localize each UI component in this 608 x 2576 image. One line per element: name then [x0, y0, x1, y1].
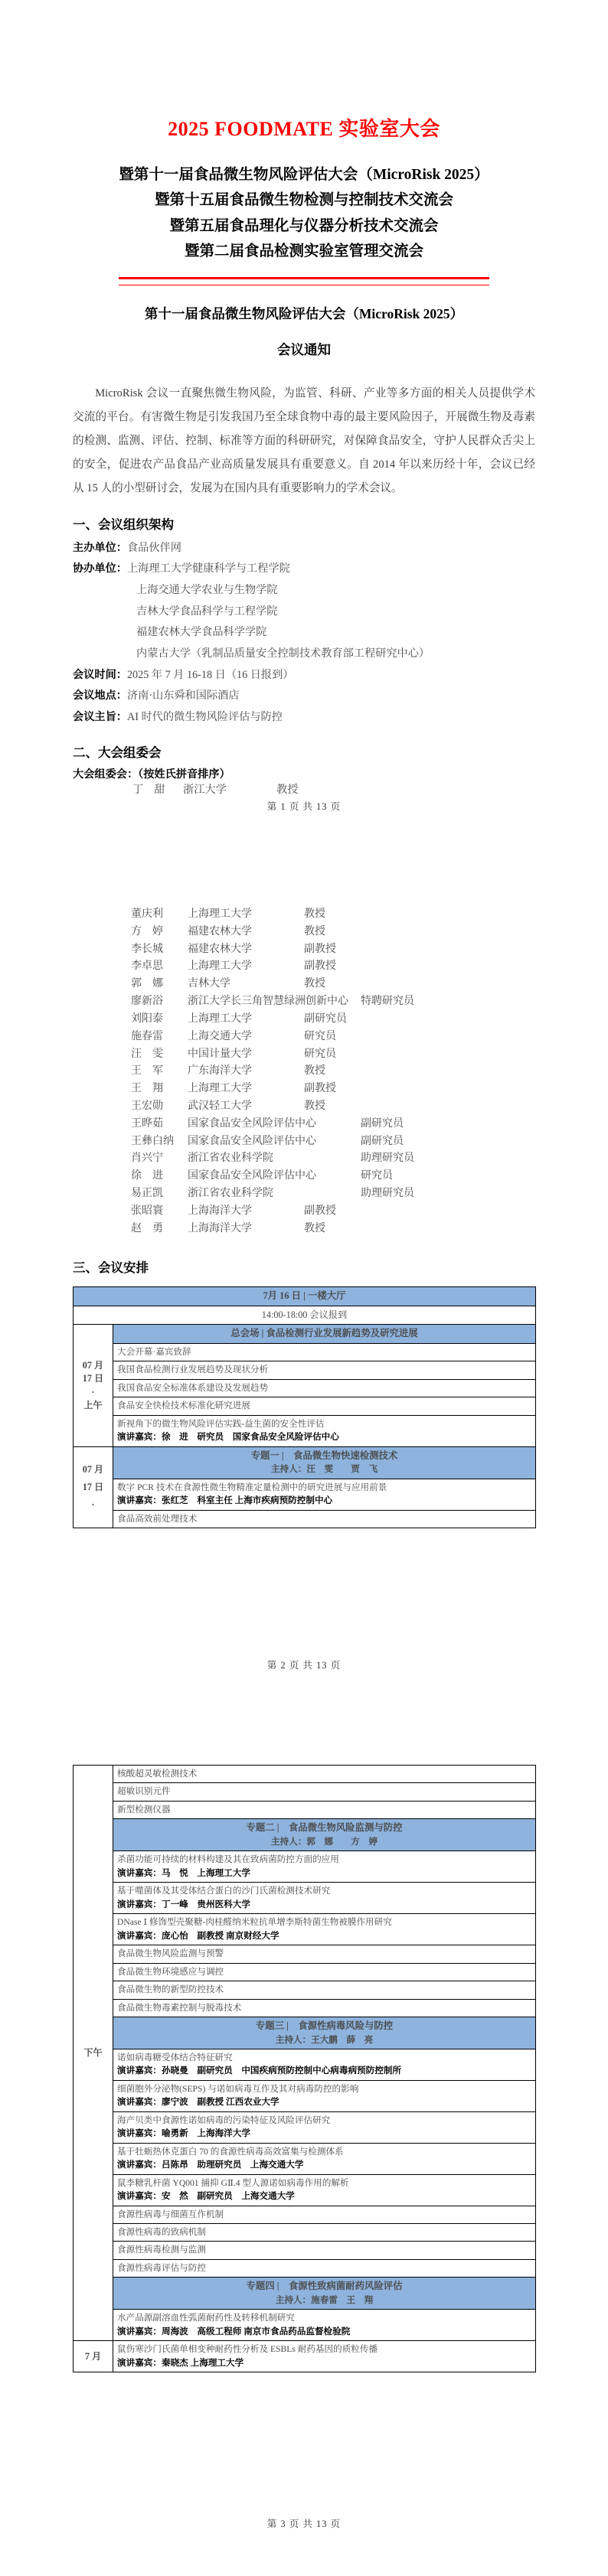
page-footer-3: 第 3 页 共 13 页 [266, 2519, 342, 2529]
member-org: 上海理工大学 [188, 908, 252, 920]
page-1 [0, 0, 608, 859]
session-cell [113, 2111, 536, 2143]
table-row [74, 2259, 536, 2277]
committee-member-row [73, 1150, 535, 1168]
day-label-cell-1 [74, 1325, 113, 1446]
day-banner-cell: 7月 16 日 | 一楼大厅 [74, 1287, 536, 1306]
member-title: 助理研究员 [361, 1153, 414, 1165]
session-topic: 食源性病毒与细菌互作机制 [117, 2209, 224, 2219]
table-row [74, 1801, 536, 1818]
committee-first-member [73, 781, 535, 799]
page-footer-1: 第 1 页 共 13 页 [266, 801, 342, 812]
session-topic: 食品微生物毒素控制与脱毒技术 [117, 2002, 242, 2013]
member-name: 张昭寰 [131, 1205, 163, 1217]
committee-member-row [73, 1133, 535, 1151]
day-label-line: 07 月 [82, 1359, 104, 1371]
member-name: 徐 进 [131, 1170, 163, 1182]
topic3-band-cell [113, 2017, 536, 2049]
member-name: 郭 娜 [131, 978, 163, 990]
session-topic: 食品微生物环境感应与调控 [117, 1966, 224, 1977]
day-label-line: 17 日 [82, 1373, 104, 1384]
session-topic: 鼠李糖乳杆菌 YQ001 捕抑 GⅡ.4 型人源诺如病毒作用的解析 [117, 2177, 349, 2188]
schedule-table-part-1 [73, 1286, 536, 1528]
table-row [74, 2143, 536, 2174]
day-label-line: 上午 [83, 1399, 103, 1410]
session-topic: 细菌胞外分泌物(SEPS) 与诺如病毒互作及其对病毒防控的影响 [117, 2083, 359, 2094]
table-row [74, 2278, 536, 2310]
table-row [74, 1361, 536, 1379]
session-topic: 食源性病毒的致病机制 [117, 2227, 206, 2237]
session-cell [113, 2206, 536, 2223]
session-speaker: 演讲嘉宾：安 然 副研究员 上海交通大学 [117, 2191, 295, 2202]
table-row [74, 1999, 536, 2017]
session-cell [113, 1914, 536, 1945]
member-title: 研究员 [361, 1170, 393, 1182]
session-topic: 海产贝类中食源性诺如病毒的污染特征及风险评估研究 [117, 2115, 331, 2125]
member-org: 上海理工大学 [188, 1012, 252, 1025]
session-cell [113, 1999, 536, 2017]
co-org-row [73, 559, 535, 580]
session-topic: 数字 PCR 技术在食源性微生物精准定量检测中的研究进展与应用前景 [117, 1482, 387, 1492]
day-label-line: 下午 [83, 2047, 103, 2058]
subtitle-group [73, 162, 535, 265]
host-org-label: 主办单位： [73, 541, 127, 554]
page-2 [0, 859, 608, 1717]
member-name: 方 婷 [131, 925, 163, 937]
table-row [74, 1963, 536, 1981]
member-name: 汪 雯 [131, 1048, 163, 1060]
session-cell [113, 1397, 536, 1415]
meeting-theme-label: 会议主旨： [73, 711, 127, 724]
session-cell [113, 1379, 536, 1397]
member-org: 吉林大学 [188, 978, 230, 990]
session-topic: 基于牡蛎热休克蛋白 70 的食源性病毒高效富集与检测体系 [117, 2146, 344, 2157]
meeting-place-row [73, 686, 535, 707]
committee-member-row [73, 993, 535, 1011]
section-heading-2: 二、大会组委会 [73, 745, 162, 760]
topic1-title: 专题一 | 食品微生物快速检测技术 [250, 1449, 398, 1461]
day-label-line: · [91, 1499, 95, 1510]
topic2-host: 主持人：郭 娜 方 婷 [270, 1836, 378, 1847]
member-name: 廖新浴 [131, 996, 163, 1008]
committee-member-row [73, 924, 535, 941]
member-org: 国家食品安全风险评估中心 [188, 1170, 316, 1182]
member-org: 上海海洋大学 [188, 1222, 252, 1234]
session-topic: 核酸超灵敏检测技术 [117, 1769, 198, 1779]
page-footer-2: 第 2 页 共 13 页 [266, 1660, 342, 1671]
table-row [74, 1325, 536, 1344]
member-org: 上海理工大学 [188, 1083, 252, 1095]
session-topic: 新视角下的微生物风险评估实践-益生菌的安全性评估 [117, 1418, 325, 1429]
table-row [74, 2310, 536, 2341]
table-row [74, 2111, 536, 2143]
section-heading-3: 三、会议安排 [73, 1260, 149, 1276]
committee-member-row [73, 1116, 535, 1133]
meeting-time-label: 会议时间： [73, 668, 127, 681]
member-org: 广东海洋大学 [188, 1065, 252, 1078]
session-speaker: 演讲嘉宾：张红芝 科室主任 上海市疾病预防控制中心 [117, 1495, 333, 1506]
member-title: 教授 [304, 1065, 325, 1078]
committee-member-row [73, 958, 535, 976]
topic4-band-cell [113, 2278, 536, 2310]
session-cell [113, 2143, 536, 2174]
subtitle-line-4: 暨第二届食品检测实验室管理交流会 [184, 243, 423, 260]
session-topic: 新型检测仪器 [117, 1804, 171, 1815]
session-cell [113, 2174, 536, 2206]
table-row [74, 1819, 536, 1851]
day-label-cell-4: 7 月 [74, 2341, 113, 2372]
member-title: 副教授 [304, 1083, 336, 1095]
table-row [74, 1306, 536, 1325]
session-topic: 食源性病毒评估与防控 [117, 2262, 206, 2273]
session-cell [113, 1981, 536, 1999]
subtitle-line-2: 暨第十五届食品微生物检测与控制技术交流会 [154, 192, 453, 209]
member-name: 易正凯 [131, 1188, 163, 1199]
meeting-theme-row [73, 707, 535, 729]
session-speaker: 演讲嘉宾：喻勇新 上海海洋大学 [117, 2128, 250, 2139]
session-cell [113, 1801, 536, 1818]
document-title: 第十一届食品微生物风险评估大会（MicroRisk 2025） [144, 305, 464, 321]
session-topic: 大会开幕·嘉宾致辞 [117, 1346, 191, 1357]
member-name: 董庆利 [131, 908, 163, 920]
member-org: 武汉轻工大学 [188, 1100, 252, 1112]
session-cell [113, 1361, 536, 1379]
co-org-value-4: 福建农林大学食品科学学院 [136, 626, 267, 639]
member-org: 福建农林大学 [188, 925, 252, 937]
committee-member-row [73, 1046, 535, 1064]
member-org: 福建农林大学 [188, 943, 252, 955]
session-cell [113, 2310, 536, 2341]
committee-member-row [73, 1011, 535, 1029]
table-row [74, 2224, 536, 2242]
committee-member-list [73, 859, 535, 1237]
committee-member-row [73, 1029, 535, 1046]
member-name: 赵 勇 [131, 1222, 163, 1234]
member-name: 丁 甜 [132, 783, 165, 796]
session-topic: 食品微生物风险监测与预警 [117, 1948, 224, 1959]
table-row [74, 1510, 536, 1528]
table-row [74, 2017, 536, 2049]
member-title: 副研究员 [361, 1135, 404, 1147]
document-subtitle: 会议通知 [277, 341, 331, 357]
co-org-value-2: 上海交通大学农业与生物学院 [136, 583, 278, 596]
committee-label: 大会组委会：（按姓氏拼音排序） [73, 768, 230, 781]
member-name: 王 军 [131, 1065, 163, 1078]
table-row [74, 2080, 536, 2111]
table-row [74, 1397, 536, 1415]
table-row [74, 1343, 536, 1361]
session-cell [113, 2259, 536, 2277]
session-topic: DNase Ⅰ 修饰型壳聚糖-肉桂醛纳米粒抗单增李斯特菌生物被膜作用研究 [117, 1917, 392, 1928]
session-speaker: 演讲嘉宾：丁一峰 贵州医科大学 [117, 1899, 250, 1909]
session-speaker: 演讲嘉宾：廖宁波 副教授 江西农业大学 [117, 2097, 279, 2108]
host-org-row [73, 538, 535, 559]
session-cell [113, 2049, 536, 2081]
session-cell [113, 1783, 536, 1801]
member-title: 特聘研究员 [361, 996, 414, 1008]
session-cell [113, 1479, 536, 1510]
host-org-value: 食品伙伴网 [126, 541, 181, 554]
committee-member-row [73, 976, 535, 993]
meeting-theme-value: AI 时代的微生物风险评估与防控 [126, 711, 283, 724]
plenary-band-cell: 总会场 | 食品检测行业发展新趋势及研究进展 [113, 1325, 536, 1344]
committee-member-row [73, 1063, 535, 1081]
member-name: 李长城 [131, 943, 163, 955]
session-cell [113, 1343, 536, 1361]
page-3 [0, 1717, 608, 2576]
member-org: 浙江大学长三角智慧绿洲创新中心 [188, 996, 348, 1008]
member-title: 教授 [304, 978, 325, 990]
page3-top-spacer [73, 1717, 535, 1765]
table-row [74, 2341, 536, 2372]
table-row [74, 1415, 536, 1446]
member-title: 教授 [276, 783, 299, 796]
topic2-band-cell [113, 1819, 536, 1851]
member-org: 上海海洋大学 [188, 1205, 252, 1217]
session-cell [113, 1415, 536, 1446]
member-org: 浙江省农业科学院 [188, 1153, 273, 1165]
table-row [74, 1914, 536, 1945]
member-name: 王宏勋 [131, 1100, 163, 1112]
intro-paragraph: MicroRisk 会议一直聚焦微生物风险，为监管、科研、产业等多方面的相关人员提供学术交流的平台。有害微生物是引发我国乃至全球食物中毒的最主要风险因子，开展微生物及毒素的检测、监测、评估、控制、标准等方面的科研研究，对保障食品安全，守护人民群众舌尖上的安全，促进农产品食品产业高质量发展具有重要意义。自 2014 年以来历经十年，会议已经从 15 人的小型研讨会，发展为在国内具有重要影响力的学术会议。 [73, 386, 535, 494]
session-cell [113, 2242, 536, 2259]
session-speaker: 演讲嘉宾：孙晓曼 副研究员 中国疾病预防控制中心病毒病预防控制所 [117, 2066, 402, 2076]
member-title: 副教授 [304, 960, 336, 973]
committee-member-row [73, 906, 535, 924]
member-org: 上海理工大学 [188, 960, 252, 973]
subtitle-line-1: 暨第十一届食品微生物风险评估大会（MicroRisk 2025） [119, 166, 489, 183]
table-row [74, 1287, 536, 1306]
table-row [74, 1479, 536, 1510]
session-cell [113, 2224, 536, 2242]
member-name: 王 翔 [131, 1083, 163, 1095]
session-topic: 食品高效前处理技术 [117, 1513, 198, 1524]
member-name: 王晔茹 [131, 1117, 163, 1130]
member-title: 教授 [304, 1100, 325, 1112]
session-topic: 我国食品安全标准体系建设及发展趋势 [117, 1382, 269, 1393]
member-name: 施春雷 [131, 1030, 163, 1042]
day-label-cell-2 [74, 1446, 113, 1528]
session-topic: 诺如病毒糖受体结合特征研究 [117, 2053, 233, 2063]
member-org: 国家食品安全风险评估中心 [188, 1117, 316, 1130]
session-speaker: 演讲嘉宾：庞心怡 副教授 南京财经大学 [117, 1930, 279, 1941]
main-title: 2025 FOODMATE 实验室大会 [168, 118, 440, 140]
session-speaker: 演讲嘉宾：马 悦 上海理工大学 [117, 1867, 250, 1878]
topic2-title: 专题二 | 食品微生物风险监测与防控 [246, 1822, 403, 1834]
member-org: 中国计量大学 [188, 1048, 252, 1060]
session-cell [113, 2341, 536, 2372]
day-label-line: · [91, 1386, 95, 1397]
member-org: 上海交通大学 [188, 1030, 252, 1042]
section-heading-1: 一、会议组织架构 [73, 517, 174, 532]
table-row [74, 2174, 536, 2206]
member-name: 刘阳泰 [131, 1012, 163, 1025]
member-title: 副研究员 [361, 1117, 404, 1130]
red-divider-rule [119, 277, 489, 285]
session-topic: 食品微生物的新型防控技术 [117, 1984, 224, 1995]
co-org-value-1: 上海理工大学健康科学与工程学院 [126, 562, 290, 576]
member-name: 李卓思 [131, 960, 163, 973]
committee-member-row [73, 941, 535, 959]
session-topic: 我国食品检测行业发展趋势及现状分析 [117, 1365, 269, 1375]
topic3-title: 专题三 | 食源性病毒风险与防控 [255, 2020, 394, 2031]
session-speaker: 演讲嘉宾：周海波 高级工程师 南京市食品药品监督检验院 [117, 2326, 351, 2336]
session-topic: 基于噬菌体及其受体结合蛋白的沙门氏菌检测技术研究 [117, 1886, 331, 1896]
committee-member-row [73, 1168, 535, 1185]
member-title: 副教授 [304, 943, 336, 955]
top-spacer [73, 0, 535, 116]
session-topic: 水产品源副溶血性弧菌耐药性及转移机制研究 [117, 2313, 295, 2323]
session-cell [113, 1766, 536, 1783]
co-org-value-3: 吉林大学食品科学与工程学院 [136, 605, 278, 618]
subtitle-line-3: 暨第五届食品理化与仪器分析技术交流会 [169, 217, 439, 234]
member-title: 副研究员 [304, 1012, 347, 1025]
session-speaker: 演讲嘉宾：徐 进 研究员 国家食品安全风险评估中心 [117, 1432, 339, 1443]
member-org: 浙江省农业科学院 [188, 1188, 273, 1199]
table-row [74, 1851, 536, 1883]
registration-cell: 14:00-18:00 会议报到 [74, 1306, 536, 1325]
member-title: 研究员 [304, 1048, 336, 1060]
day-label-line: 07 月 [82, 1463, 104, 1475]
member-name: 肖兴宁 [131, 1153, 163, 1165]
session-cell [113, 1883, 536, 1914]
member-title: 助理研究员 [361, 1188, 414, 1199]
committee-member-row [73, 1081, 535, 1098]
topic3-host: 主持人：王大鹏 薛 亮 [275, 2034, 374, 2045]
member-title: 教授 [304, 1222, 325, 1234]
member-org: 国家食品安全风险评估中心 [188, 1135, 316, 1147]
session-speaker: 演讲嘉宾：秦晓杰 上海理工大学 [117, 2357, 244, 2368]
member-org: 浙江大学 [183, 783, 227, 796]
session-topic: 食源性病毒检测与监测 [117, 2245, 206, 2255]
table-row [74, 1883, 536, 1914]
committee-member-row [73, 1098, 535, 1116]
table-row [74, 2049, 536, 2081]
session-speaker: 演讲嘉宾：吕陈昂 助理研究员 上海交通大学 [117, 2160, 304, 2170]
day-label-cell-3 [74, 1766, 113, 2341]
member-title: 教授 [304, 908, 325, 920]
committee-member-row [73, 1203, 535, 1221]
committee-member-row [73, 1221, 535, 1238]
table-row [74, 1379, 536, 1397]
topic1-host: 主持人：汪 雯 贾 飞 [270, 1464, 378, 1475]
day-label-line: 17 日 [82, 1481, 104, 1492]
member-name: 王彝白纳 [131, 1135, 174, 1147]
topic4-title: 专题四 | 食源性致病菌耐药风险评估 [246, 2281, 403, 2292]
member-title: 教授 [304, 925, 325, 937]
session-topic: 食品安全快检技术标准化研究进展 [117, 1400, 250, 1411]
table-row [74, 2242, 536, 2259]
table-row [74, 2206, 536, 2223]
session-topic: 鼠伤寒沙门氏菌单相变种耐药性分析及 ESBLs 耐药基因的质粒传播 [117, 2344, 378, 2355]
meeting-place-value: 济南·山东舜和国际酒店 [126, 690, 240, 703]
schedule-table-part-2 [73, 1765, 536, 2372]
session-cell [113, 1963, 536, 1981]
session-cell [113, 1510, 536, 1528]
meeting-time-row [73, 665, 535, 686]
committee-member-row [73, 1185, 535, 1203]
topic4-host: 主持人：施春雷 王 翔 [275, 2294, 374, 2305]
session-cell [113, 1851, 536, 1883]
session-topic: 超敏识别元件 [117, 1786, 171, 1797]
table-row [74, 1783, 536, 1801]
table-row [74, 1981, 536, 1999]
topic1-band-cell [113, 1446, 536, 1479]
co-org-value-5: 内蒙古大学（乳制品质量安全控制技术教育部工程研究中心） [136, 647, 430, 660]
session-cell [113, 1945, 536, 1963]
co-org-label: 协办单位： [73, 562, 127, 576]
meeting-place-label: 会议地点： [73, 690, 127, 703]
session-cell [113, 2080, 536, 2111]
member-title: 副教授 [304, 1205, 336, 1217]
member-title: 研究员 [304, 1030, 336, 1042]
table-row [74, 1446, 536, 1479]
meeting-time-value: 2025 年 7 月 16-18 日（16 日报到） [126, 668, 294, 681]
table-row [74, 1766, 536, 1783]
table-row [74, 1945, 536, 1963]
session-topic: 杀菌功能可持续的材料构建及其在致病菌防控方面的应用 [117, 1854, 339, 1865]
